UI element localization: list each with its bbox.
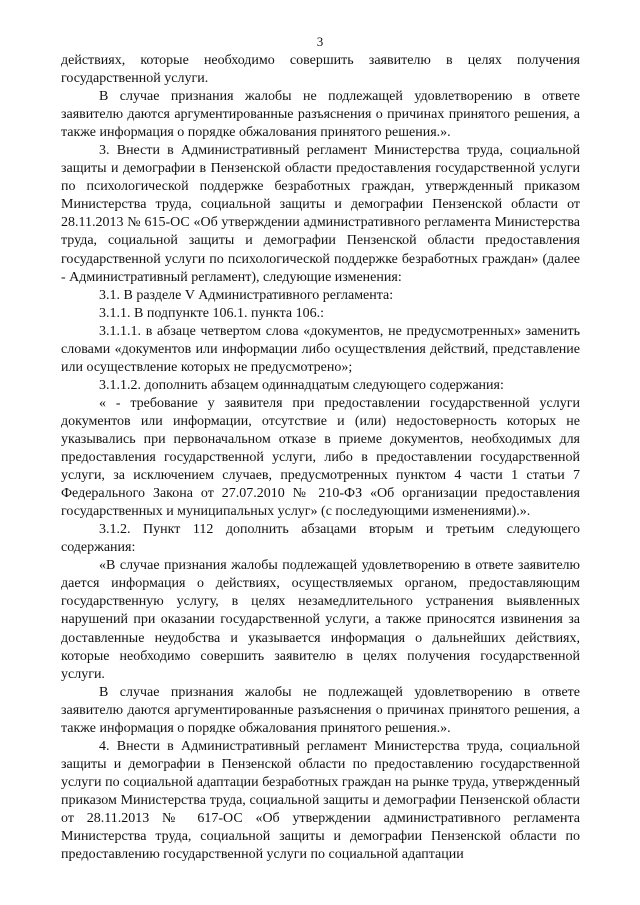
paragraph: 3.1.1. В подпункте 106.1. пункта 106.:	[99, 305, 324, 321]
paragraph: 3.1. В разделе V Административного регламента:	[99, 287, 394, 303]
paragraph: 3.1.1.1. в абзаце четвертом слова «документов, не предусмотренных» заменить словами «документов или информации либо осуществления действий, представление или осуществление которых не предусмотрено»;	[61, 323, 580, 375]
paragraph: 3.1.1.2. дополнить абзацем одиннадцатым следующего содержания:	[99, 377, 504, 393]
paragraph: « - требование у заявителя при предоставлении государственной услуги документов или информации, отсутствие и (или) недостоверность которых не указывались при первоначальном отказе в приеме документов, необходимых для предоставления государственной услуги, либо в предоставлении государственной услуги, за исключением случаев, предусмотренных пунктом 4 части 1 статьи 7 Федерального Закона от 27.07.2010 № 210-ФЗ «Об организации предоставления государственных и муниципальных услуг» (с последующими изменениями).».	[61, 395, 580, 520]
document-body	[61, 52, 580, 864]
paragraph: В случае признания жалобы не подлежащей удовлетворению в ответе заявителю даются аргументированные разъяснения о причинах принятого решения, а также информация о порядке обжалования принятого решения.».	[61, 89, 580, 141]
paragraph: 3.1.2. Пункт 112 дополнить абзацами вторым и третьим следующего содержания:	[61, 522, 580, 556]
paragraph: В случае признания жалобы не подлежащей удовлетворению в ответе заявителю даются аргументированные разъяснения о причинах принятого решения, а также информация о порядке обжалования принятого решения.».	[61, 684, 580, 736]
paragraph: 3. Внести в Административный регламент Министерства труда, социальной защиты и демографии в Пензенской области предоставления государственной услуги по психологической поддержке безработных граждан, утвержденный приказом Министерства труда, социальной защиты и демографии Пензенской области от 28.11.2013 № 615-ОС «Об утверждении административного регламента Министерства труда, социальной защиты и демографии Пензенской области предоставления государственной услуги по психологической поддержке безработных граждан» (далее - Административный регламент), следующие изменения:	[61, 143, 580, 285]
page-number: 3	[316, 34, 324, 49]
paragraph: действиях, которые необходимо совершить заявителю в целях получения государственной услуги.	[61, 53, 580, 87]
paragraph: 4. Внести в Административный регламент Министерства труда, социальной защиты и демографии в Пензенской области по предоставлению государственной услуги по социальной адаптации безработных граждан на рынке труда, утвержденный приказом Министерства труда, социальной защиты и демографии Пензенской области от 28.11.2013 № 617-ОС «Об утверждении административного регламента Министерства труда, социальной защиты и демографии Пензенской области по предоставлению государственной услуги по социальной адаптации	[61, 738, 580, 863]
paragraph: «В случае признания жалобы подлежащей удовлетворению в ответе заявителю дается информация о действиях, осуществляемых органом, предоставляющим государственную услугу, в целях незамедлительного устранения выявленных нарушений при оказании государственной услуги, а также приносятся извинения за доставленные неудобства и указывается информация о дальнейших действиях, которые необходимо совершить заявителю в целях получения государственной услуги.	[61, 558, 580, 682]
